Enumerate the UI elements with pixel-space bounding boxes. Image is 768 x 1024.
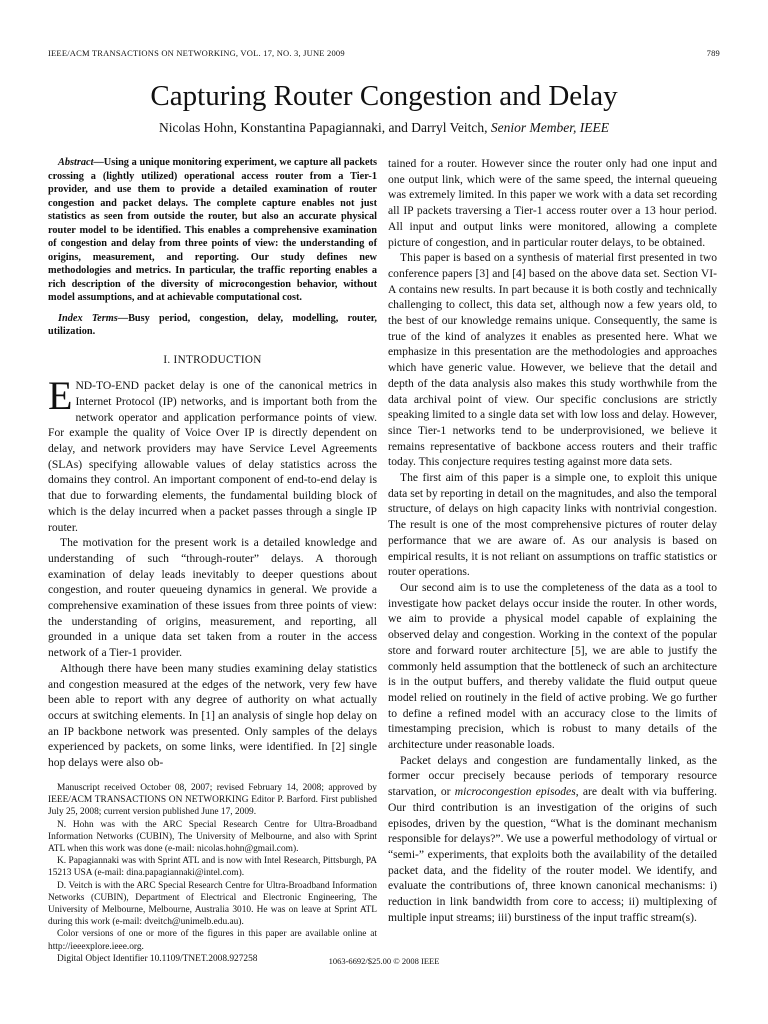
right-paragraph-5 (388, 753, 717, 926)
author-names: Nicolas Hohn, Konstantina Papagiannaki, and Darryl Veitch, (158, 120, 488, 135)
left-column (48, 156, 377, 771)
section-heading: I. INTRODUCTION (163, 353, 262, 366)
page-number: 789 (706, 48, 720, 58)
footnote-manuscript: Manuscript received October 08, 2007; revised February 14, 2008; approved by IEEE/ACM TRANSACTIONS ON NETWORKING Editor P. Barford. First published July 25, 2008; current version published June 17, 2009. (48, 783, 377, 818)
paper-title: Capturing Router Congestion and Delay (150, 80, 618, 112)
footnotes (48, 782, 377, 965)
abstract (48, 156, 377, 305)
journal-citation: IEEE/ACM TRANSACTIONS ON NETWORKING, VOL. 17, NO. 3, JUNE 2009 (48, 48, 345, 58)
abstract-text: —Using a unique monitoring experiment, we capture all packets crossing a (lightly utilized) operational access router from a Tier-1 provider, and use them to provide a detailed examination of router congestion and packet delays. The complete capture enables not just statistics as seen from outside the router, but also an accurate physical router model to be identified. This enables a comprehensive examination of congestion and delay from three points of view: the understanding of origins, measurement, and reporting. Our study defines new methodologies and metrics. In particular, the traffic reporting enables a rich description of the diversity of microcongestion behavior, without model assumptions, and at achievable computational cost. (48, 157, 377, 303)
intro-paragraph-3: Although there have been many studies examining delay statistics and congestion measured at the edges of the network, very few have been able to report with any degree of authority on what actually occurs at switching elements. In [1] an analysis of single hop delay on an IP backbone network was presented. Only samples of the delays experienced by packets, on some links, were identified. In [2] single hop delays were also ob- (48, 661, 377, 770)
intro-paragraph-2: The motivation for the present work is a detailed knowledge and understanding of such “through-router” delays. A thorough examination of delay leads inevitably to deeper questions about congestion, and router queueing dynamics in general. We provide a comprehensive examination of these issues from three points of view: the understanding of origins, measurement, and reporting, all grounded in a unique data set taken from a router in the access network of a Tier-1 provider. (48, 536, 377, 660)
footnote-doi: Digital Object Identifier 10.1109/TNET.2008.927258 (57, 953, 258, 964)
right-paragraph-5-end: , are dealt with via buffering. Our third contribution is an investigation of the origins of such episodes, driven by the question, “What is the dominant mechanism responsible for delays?”. We use a powerful methodology of virtual or “semi-” experiments, that exploits both the availability of the detailed packet data, and the fidelity of the router model. We identify, and evaluate the contributions of, three known canonical mechanisms: i) reduction in link bandwidth from core to access; ii) multiplexing of multiple input streams; iii) burstiness of the input traffic stream(s). (388, 785, 717, 924)
intro-paragraph-1-text: ND-TO-END packet delay is one of the canonical metrics in Internet Protocol (IP) networks, and is important both from the network operator and application performance points of view. For example the quality of Voice Over IP is directly dependent on delay, and network providers may have Service Level Agreements (SLAs) specifying allowable values of delay statistics across the domains they control. An important component of end-to-end delay is that due to forwarding elements, the fundamental building block of which is the delay incurred when a packet passes through a single IP router. (48, 379, 377, 534)
drop-cap: E (48, 373, 73, 419)
right-paragraph-1: tained for a router. However since the router only had one input and one output link, which were of the same speed, the internal queueing was extremely limited. In this paper we work with a data set recording all IP packets traversing a Tier-1 access router over a 13 hour period. All input and output links were monitored, allowing a complete picture of congestion, and in particular router delays, to be obtained. (388, 157, 717, 249)
right-paragraph-5-start: Packet delays and congestion are fundamentally linked, as the former occur precisely because periods of temporary resource starvation, or (388, 753, 717, 799)
footnote-hohn: N. Hohn was with the ARC Special Research Centre for Ultra-Broadband Information Networks (CUBIN), The University of Melbourne, and also with Sprint ATL when this work was done (e-mail: nicolas.hohn@gmail.com). (48, 819, 377, 855)
author-membership: Senior Member, IEEE (490, 120, 610, 135)
abstract-lead: Abstract (58, 157, 94, 168)
running-head (48, 48, 720, 58)
index-terms-lead: Index Terms (58, 312, 118, 324)
author-line (0, 120, 768, 136)
right-column (388, 156, 717, 925)
index-terms-text: —Busy period, congestion, delay, modelling, router, utilization. (48, 312, 377, 337)
footnote-veitch: D. Veitch is with the ARC Special Research Centre for Ultra-Broadband Information Networks (CUBIN), Department of Electrical and Electronic Engineering, The University of Melbourne, Melbourne, Australia 3010. He was on leave at Sprint ATL during this work (e-mail: dveitch@unimelb.edu.au). (48, 880, 377, 928)
index-terms (48, 312, 377, 339)
footnote-papagiannaki: K. Papagiannaki was with Sprint ATL and is now with Intel Research, Pittsburgh, PA 15213 USA (e-mail: dina.papagiannaki@intel.com). (48, 856, 377, 879)
intro-paragraph-1 (48, 373, 377, 535)
copyright-footer: 1063-6692/$25.00 © 2008 IEEE (328, 956, 440, 966)
right-paragraph-2: This paper is based on a synthesis of material first presented in two conference papers [3] and [4] based on the above data set. Section VI-A contains new results. In part because it is both costly and technically challenging to collect, this data set, although now a few years old, to the best of our knowledge remains unique. Consequently, the same is true of the kind of analyzes it enables as presented here. What we emphasize in this presentation are the methodologies and approaches which have generic value. However, we believe that the detail and depth of the data analysis also makes this study worthwhile from the data archival point of view. Our specific conclusions are strictly speaking limited to a single data set with low loss and delay. However, since Tier-1 networks tend to be underprovisioned, we believe it remains representative of backbone access routers and their traffic today. This conjecture requires testing against more data sets. (388, 251, 717, 469)
footnote-color: Color versions of one or more of the figures in this paper are available online at http://ieeexplore.ieee.org. (48, 929, 377, 952)
right-paragraph-4: Our second aim is to use the completeness of the data as a tool to investigate how packet delays occur inside the router. In other words, we aim to provide a physical model capable of explaining the observed delay and congestion. Working in the context of the popular store and forward router architecture [5], we are able to justify the commonly held assumption that the bottleneck of such an architecture is in the output buffers, and thereby validate the fluid output queue model relied on routinely in the field of active probing. We go further to define a refined model with an accuracy close to the limits of timestamping precision, which is robust to many details of the architecture under reasonable loads. (388, 580, 717, 752)
microcongestion-term: microcongestion episodes (454, 785, 576, 799)
right-paragraph-3: The first aim of this paper is a simple one, to exploit this unique data set by reporting in detail on the magnitudes, and also the temporal structure, of delays on high capacity links with nontrivial congestion. The result is one of the most comprehensive pictures of router delay performance that we are aware of. As our analysis is based on empirical results, it is not reliant on assumptions on traffic statistics or router operations. (388, 471, 717, 579)
